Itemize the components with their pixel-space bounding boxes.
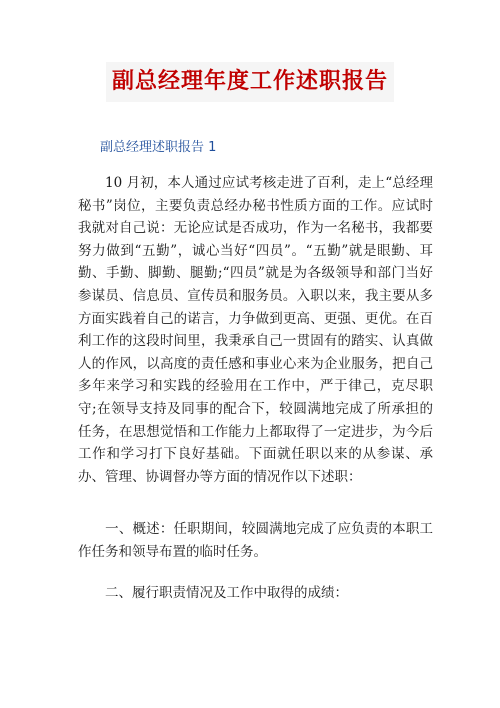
section-heading: 副总经理述职报告 1 — [100, 140, 217, 155]
body-paragraph-3 — [78, 582, 433, 605]
document-title: 副总经理年度工作述职报告 — [106, 62, 394, 102]
body-paragraph-1 — [78, 172, 433, 488]
paragraph-text: 一、概述：任职期间，较圆满地完成了应负责的本职工作任务和领导布置的临时任务。 — [78, 521, 433, 560]
body-paragraph-2 — [78, 518, 433, 563]
paragraph-text: 10 月初，本人通过应试考核走进了百利，走上“总经理秘书”岗位，主要负责总经办秘书性质方面的工作。应试时我就对自己说：无论应试是否成功，作为一名秘书，我都要努力做到“五勤”，诚心当好“四员”。“五勤”就是眼勤、耳勤、手勤、脚勤、腿勤;“四员”就是为各级领导和部门当好参谋员、信息员、宣传员和服务员。入职以来，我主要从多方面实践着自己的诺言，力争做到更高、更强、更优。在百利工作的这段时间里，我秉承自己一贯固有的踏实、认真做人的作风，以高度的责任感和事业心来为企业服务，把自己多年来学习和实践的经验用在工作中，严于律己，克尽职守;在领导支持及同事的配合下，较圆满地完成了所承担的任务，在思想觉悟和工作能力上都取得了一定进步，为今后工作和学习打下良好基础。下面就任职以来的从参谋、承办、管理、协调督办等方面的情况作以下述职： — [78, 175, 433, 485]
title-container — [0, 62, 500, 102]
paragraph-text: 二、履行职责情况及工作中取得的成绩： — [105, 585, 348, 601]
